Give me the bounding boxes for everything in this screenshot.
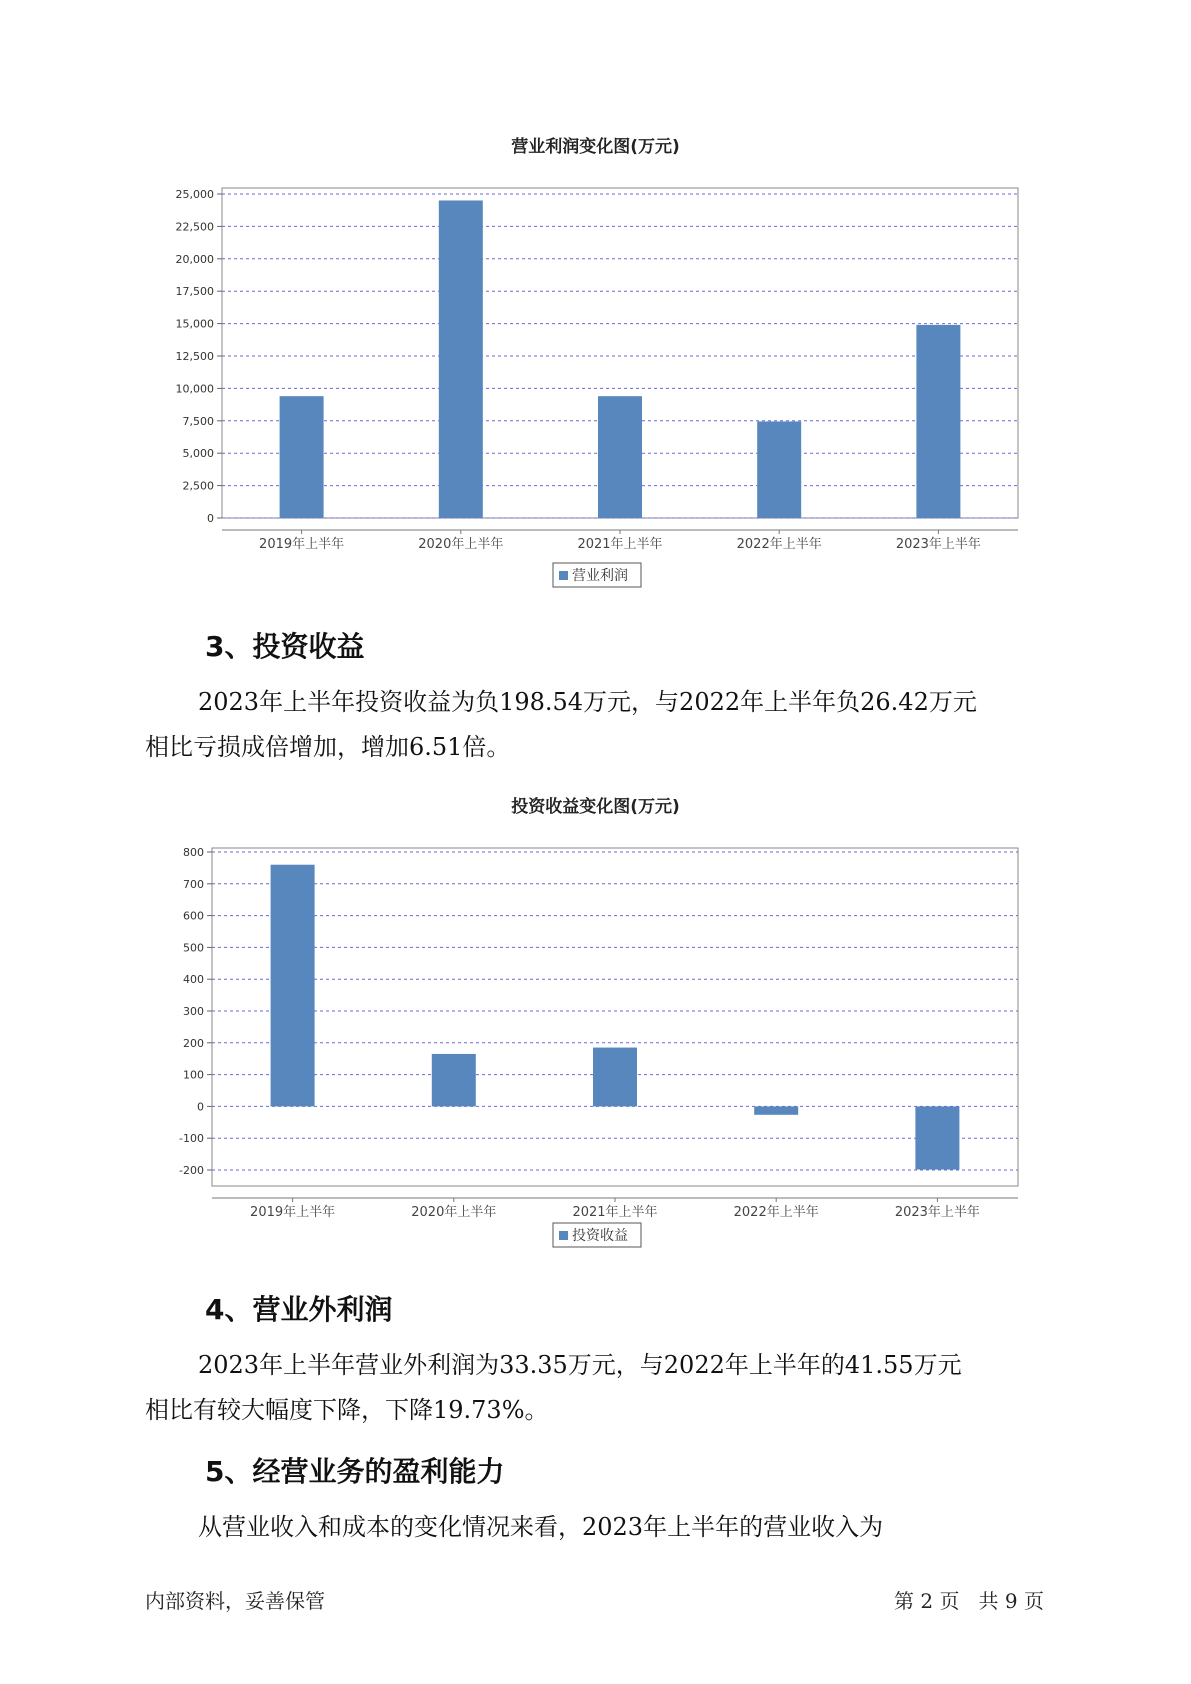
paragraph-business-profitability xyxy=(145,1505,1065,1550)
y-tick-label: 100 xyxy=(183,1068,204,1082)
y-tick-label: 12,500 xyxy=(175,350,214,363)
y-tick-label: 600 xyxy=(183,909,204,923)
y-tick-label: 300 xyxy=(183,1005,204,1018)
paragraph-line: 相比亏损成倍增加，增加6.51倍。 xyxy=(145,733,511,761)
footer-confidential-note: 内部资料，妥善保管 xyxy=(145,1589,325,1613)
y-tick-label: 0 xyxy=(207,512,214,525)
x-tick-label: 2020年上半年 xyxy=(418,537,504,552)
paragraph-investment-income xyxy=(145,680,1065,770)
y-tick-label: 7,500 xyxy=(182,414,214,428)
bar xyxy=(915,1106,959,1169)
y-tick-label: 22,500 xyxy=(175,220,214,234)
bar xyxy=(593,1048,637,1107)
x-tick-label: 2019年上半年 xyxy=(259,537,345,552)
y-tick-label: 17,500 xyxy=(175,285,214,299)
x-tick-label: 2020年上半年 xyxy=(411,1205,497,1220)
paragraph-line: 相比有较大幅度下降，下降19.73%。 xyxy=(145,1396,549,1424)
legend xyxy=(553,1223,641,1247)
legend-swatch xyxy=(559,1231,568,1240)
y-tick-label: 700 xyxy=(183,877,204,891)
y-tick-label: 5,000 xyxy=(182,447,214,461)
chart-title-investment-income: 投资收益变化图(万元) xyxy=(511,797,680,817)
y-tick-label: 25,000 xyxy=(175,188,214,201)
y-tick-label: 800 xyxy=(183,846,204,859)
operating-profit-chart xyxy=(0,160,1191,600)
bar xyxy=(439,200,483,518)
x-tick-label: 2023年上半年 xyxy=(894,1205,980,1220)
investment-income-chart xyxy=(0,820,1191,1260)
bar xyxy=(754,1106,798,1114)
y-tick-label: 10,000 xyxy=(175,382,214,396)
y-tick-label: 15,000 xyxy=(175,317,214,331)
y-tick-label: -100 xyxy=(179,1132,204,1146)
section-heading-business-profitability: 5、经营业务的盈利能力 xyxy=(205,1455,505,1488)
bar xyxy=(916,325,960,518)
x-tick-label: 2022年上半年 xyxy=(736,537,822,552)
legend-label: 营业利润 xyxy=(572,568,628,584)
x-tick-label: 2023年上半年 xyxy=(895,537,981,552)
y-tick-label: 0 xyxy=(197,1100,204,1114)
bar xyxy=(598,396,642,518)
section-heading-investment-income: 3、投资收益 xyxy=(205,630,365,663)
bar xyxy=(757,421,801,518)
bar xyxy=(271,865,315,1107)
x-tick-label: 2021年上半年 xyxy=(572,1205,658,1220)
footer-page-number: 第 2 页 共 9 页 xyxy=(894,1589,1044,1613)
x-tick-label: 2019年上半年 xyxy=(250,1205,336,1220)
legend-swatch xyxy=(559,571,568,580)
paragraph-line: 从营业收入和成本的变化情况来看，2023年上半年的营业收入为 xyxy=(198,1513,884,1541)
section-heading-non-operating-profit: 4、营业外利润 xyxy=(205,1293,393,1326)
y-tick-label: 400 xyxy=(183,973,204,987)
y-tick-label: 20,000 xyxy=(175,252,214,266)
plot-area-frame xyxy=(212,848,1018,1186)
y-tick-label: 200 xyxy=(183,1036,204,1050)
y-tick-label: 500 xyxy=(183,941,204,955)
y-tick-label: 2,500 xyxy=(182,479,214,493)
chart-title-operating-profit: 营业利润变化图(万元) xyxy=(511,137,680,157)
x-tick-label: 2021年上半年 xyxy=(577,537,663,552)
paragraph-line: 2023年上半年营业外利润为33.35万元，与2022年上半年的41.55万元 xyxy=(198,1351,962,1379)
bar xyxy=(280,396,324,518)
legend xyxy=(553,563,641,587)
legend-label: 投资收益 xyxy=(572,1228,628,1244)
x-tick-label: 2022年上半年 xyxy=(733,1205,819,1220)
bar xyxy=(432,1054,476,1106)
paragraph-non-operating-profit xyxy=(145,1343,1065,1433)
paragraph-line: 2023年上半年投资收益为负198.54万元，与2022年上半年负26.42万元 xyxy=(198,688,977,716)
y-tick-label: -200 xyxy=(179,1164,204,1177)
